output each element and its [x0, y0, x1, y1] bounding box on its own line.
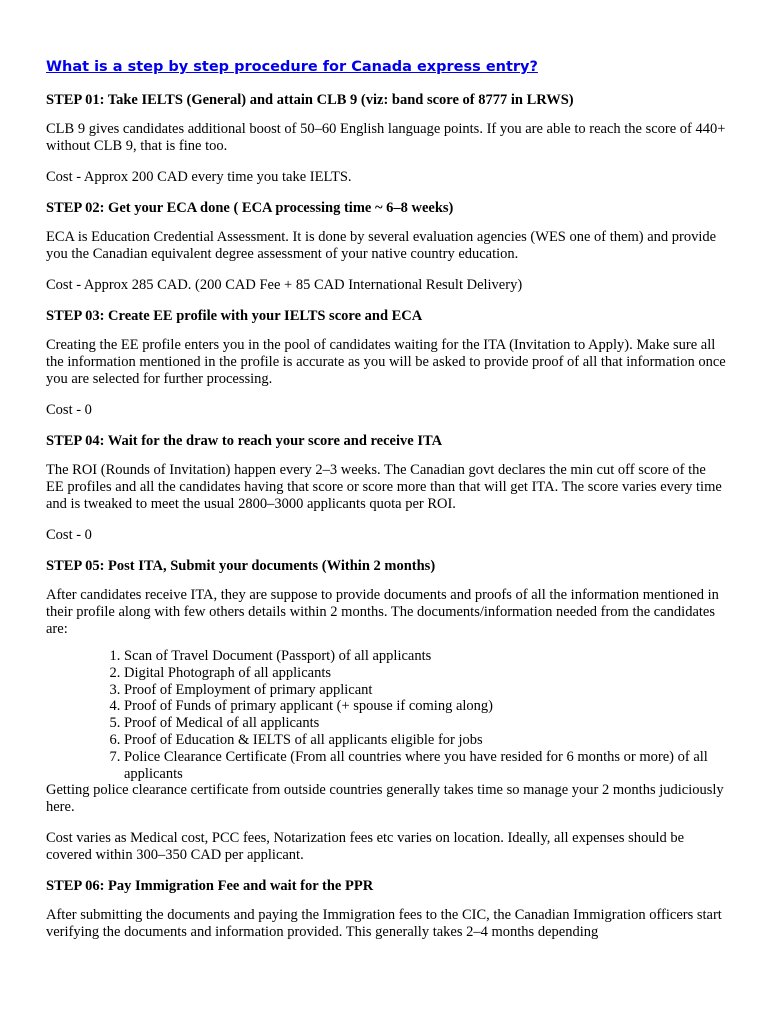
step-paragraph: The ROI (Rounds of Invitation) happen every 2–3 weeks. The Canadian govt declares the min cut off score of the EE profiles and all the candidates having that score or score more than that will get ITA. The score varies every time and is tweaked to meet the usual 2800–3000 applicants quota per ROI. [46, 462, 722, 512]
step-cost: Cost varies as Medical cost, PCC fees, Notarization fees etc varies on location. Ideally, all expenses should be covered within 300–350 CAD per applicant. [46, 830, 685, 864]
list-item: 6. Proof of Education & IELTS of all applicants eligible for jobs [124, 732, 726, 749]
step-cost: Cost - 0 [46, 402, 92, 418]
step-paragraph: CLB 9 gives candidates additional boost of 50–60 English language points. If you are able to reach the score of 440+ without CLB 9, that is fine too. [46, 121, 726, 154]
step-paragraph: After candidates receive ITA, they are suppose to provide documents and proofs of all the information mentioned in their profile along with few others details within 2 months. The documents/information needed from the candidates are: [46, 587, 719, 637]
step-heading: STEP 02: Get your ECA done ( ECA processing time ~ 6–8 weeks) [46, 200, 454, 216]
step-cost: Cost - 0 [46, 527, 92, 543]
step-heading: STEP 04: Wait for the draw to reach your score and receive ITA [46, 433, 443, 449]
page-title-link[interactable]: What is a step by step procedure for Canada express entry? [46, 59, 538, 75]
document-page [46, 58, 726, 941]
step-paragraph: Creating the EE profile enters you in the pool of candidates waiting for the ITA (Invitation to Apply). Make sure all the information mentioned in the profile is accurate as you will be asked to provide proof of all that information once you are selected for further processing. [46, 337, 726, 387]
step-heading: STEP 03: Create EE profile with your IELTS score and ECA [46, 308, 423, 324]
list-item: 1. Scan of Travel Document (Passport) of all applicants [124, 648, 726, 665]
step-heading: STEP 05: Post ITA, Submit your documents (Within 2 months) [46, 558, 436, 574]
list-item: 4. Proof of Funds of primary applicant (+ spouse if coming along) [124, 698, 726, 715]
step-heading: STEP 06: Pay Immigration Fee and wait for the PPR [46, 878, 374, 895]
step-paragraph: Getting police clearance certificate from outside countries generally takes time so manage your 2 months judiciously here. [46, 782, 724, 816]
list-item: 5. Proof of Medical of all applicants [124, 715, 726, 732]
step-heading: STEP 01: Take IELTS (General) and attain CLB 9 (viz: band score of 8777 in LRWS) [46, 92, 574, 108]
list-item: 7. Police Clearance Certificate (From all countries where you have resided for 6 months or more) of all applicants [124, 749, 726, 783]
step-paragraph: ECA is Education Credential Assessment. It is done by several evaluation agencies (WES one of them) and provide you the Canadian equivalent degree assessment of your native country education. [46, 229, 717, 262]
step-paragraph: After submitting the documents and paying the Immigration fees to the CIC, the Canadian Immigration officers start verifying the documents and information provided. This generally takes 2–4 months depending [46, 907, 722, 941]
step-cost: Cost - Approx 285 CAD. (200 CAD Fee + 85 CAD International Result Delivery) [46, 277, 523, 293]
documents-list [46, 648, 726, 782]
list-item: 3. Proof of Employment of primary applicant [124, 682, 726, 699]
list-item: 2. Digital Photograph of all applicants [124, 665, 726, 682]
step-cost: Cost - Approx 200 CAD every time you take IELTS. [46, 169, 352, 185]
